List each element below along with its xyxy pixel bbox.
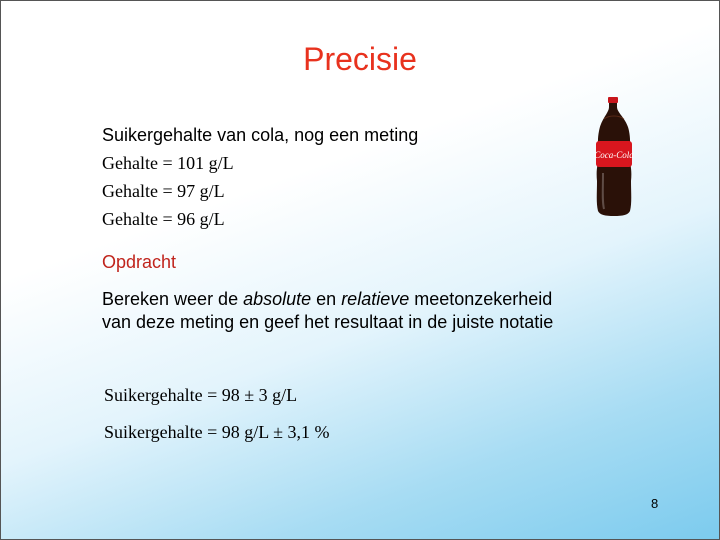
measurement-2: Gehalte = 97 g/L (102, 181, 225, 201)
task-part-2: en (311, 289, 342, 309)
cola-bottle-icon (589, 97, 639, 217)
subtitle: Suikergehalte van cola, nog een meting (102, 125, 419, 145)
task-em-relative: relatieve (341, 289, 410, 309)
page-number: 8 (651, 496, 659, 511)
section-heading: Opdracht (102, 252, 177, 272)
measurement-3: Gehalte = 96 g/L (102, 209, 225, 229)
bottle-label: Coca-Cola (594, 150, 634, 160)
result-relative: Suikergehalte = 98 g/L ± 3,1 % (104, 422, 330, 442)
task-part-3: meetonzekerheid van deze meting en geef het resultaat in de juiste notatie (102, 289, 554, 332)
measurement-1: Gehalte = 101 g/L (102, 153, 234, 173)
result-absolute: Suikergehalte = 98 ± 3 g/L (104, 385, 298, 405)
task-text (102, 288, 562, 334)
task-em-absolute: absolute (243, 289, 312, 309)
slide-title: Precisie (303, 41, 417, 77)
task-part-1: Bereken weer de (102, 289, 244, 309)
